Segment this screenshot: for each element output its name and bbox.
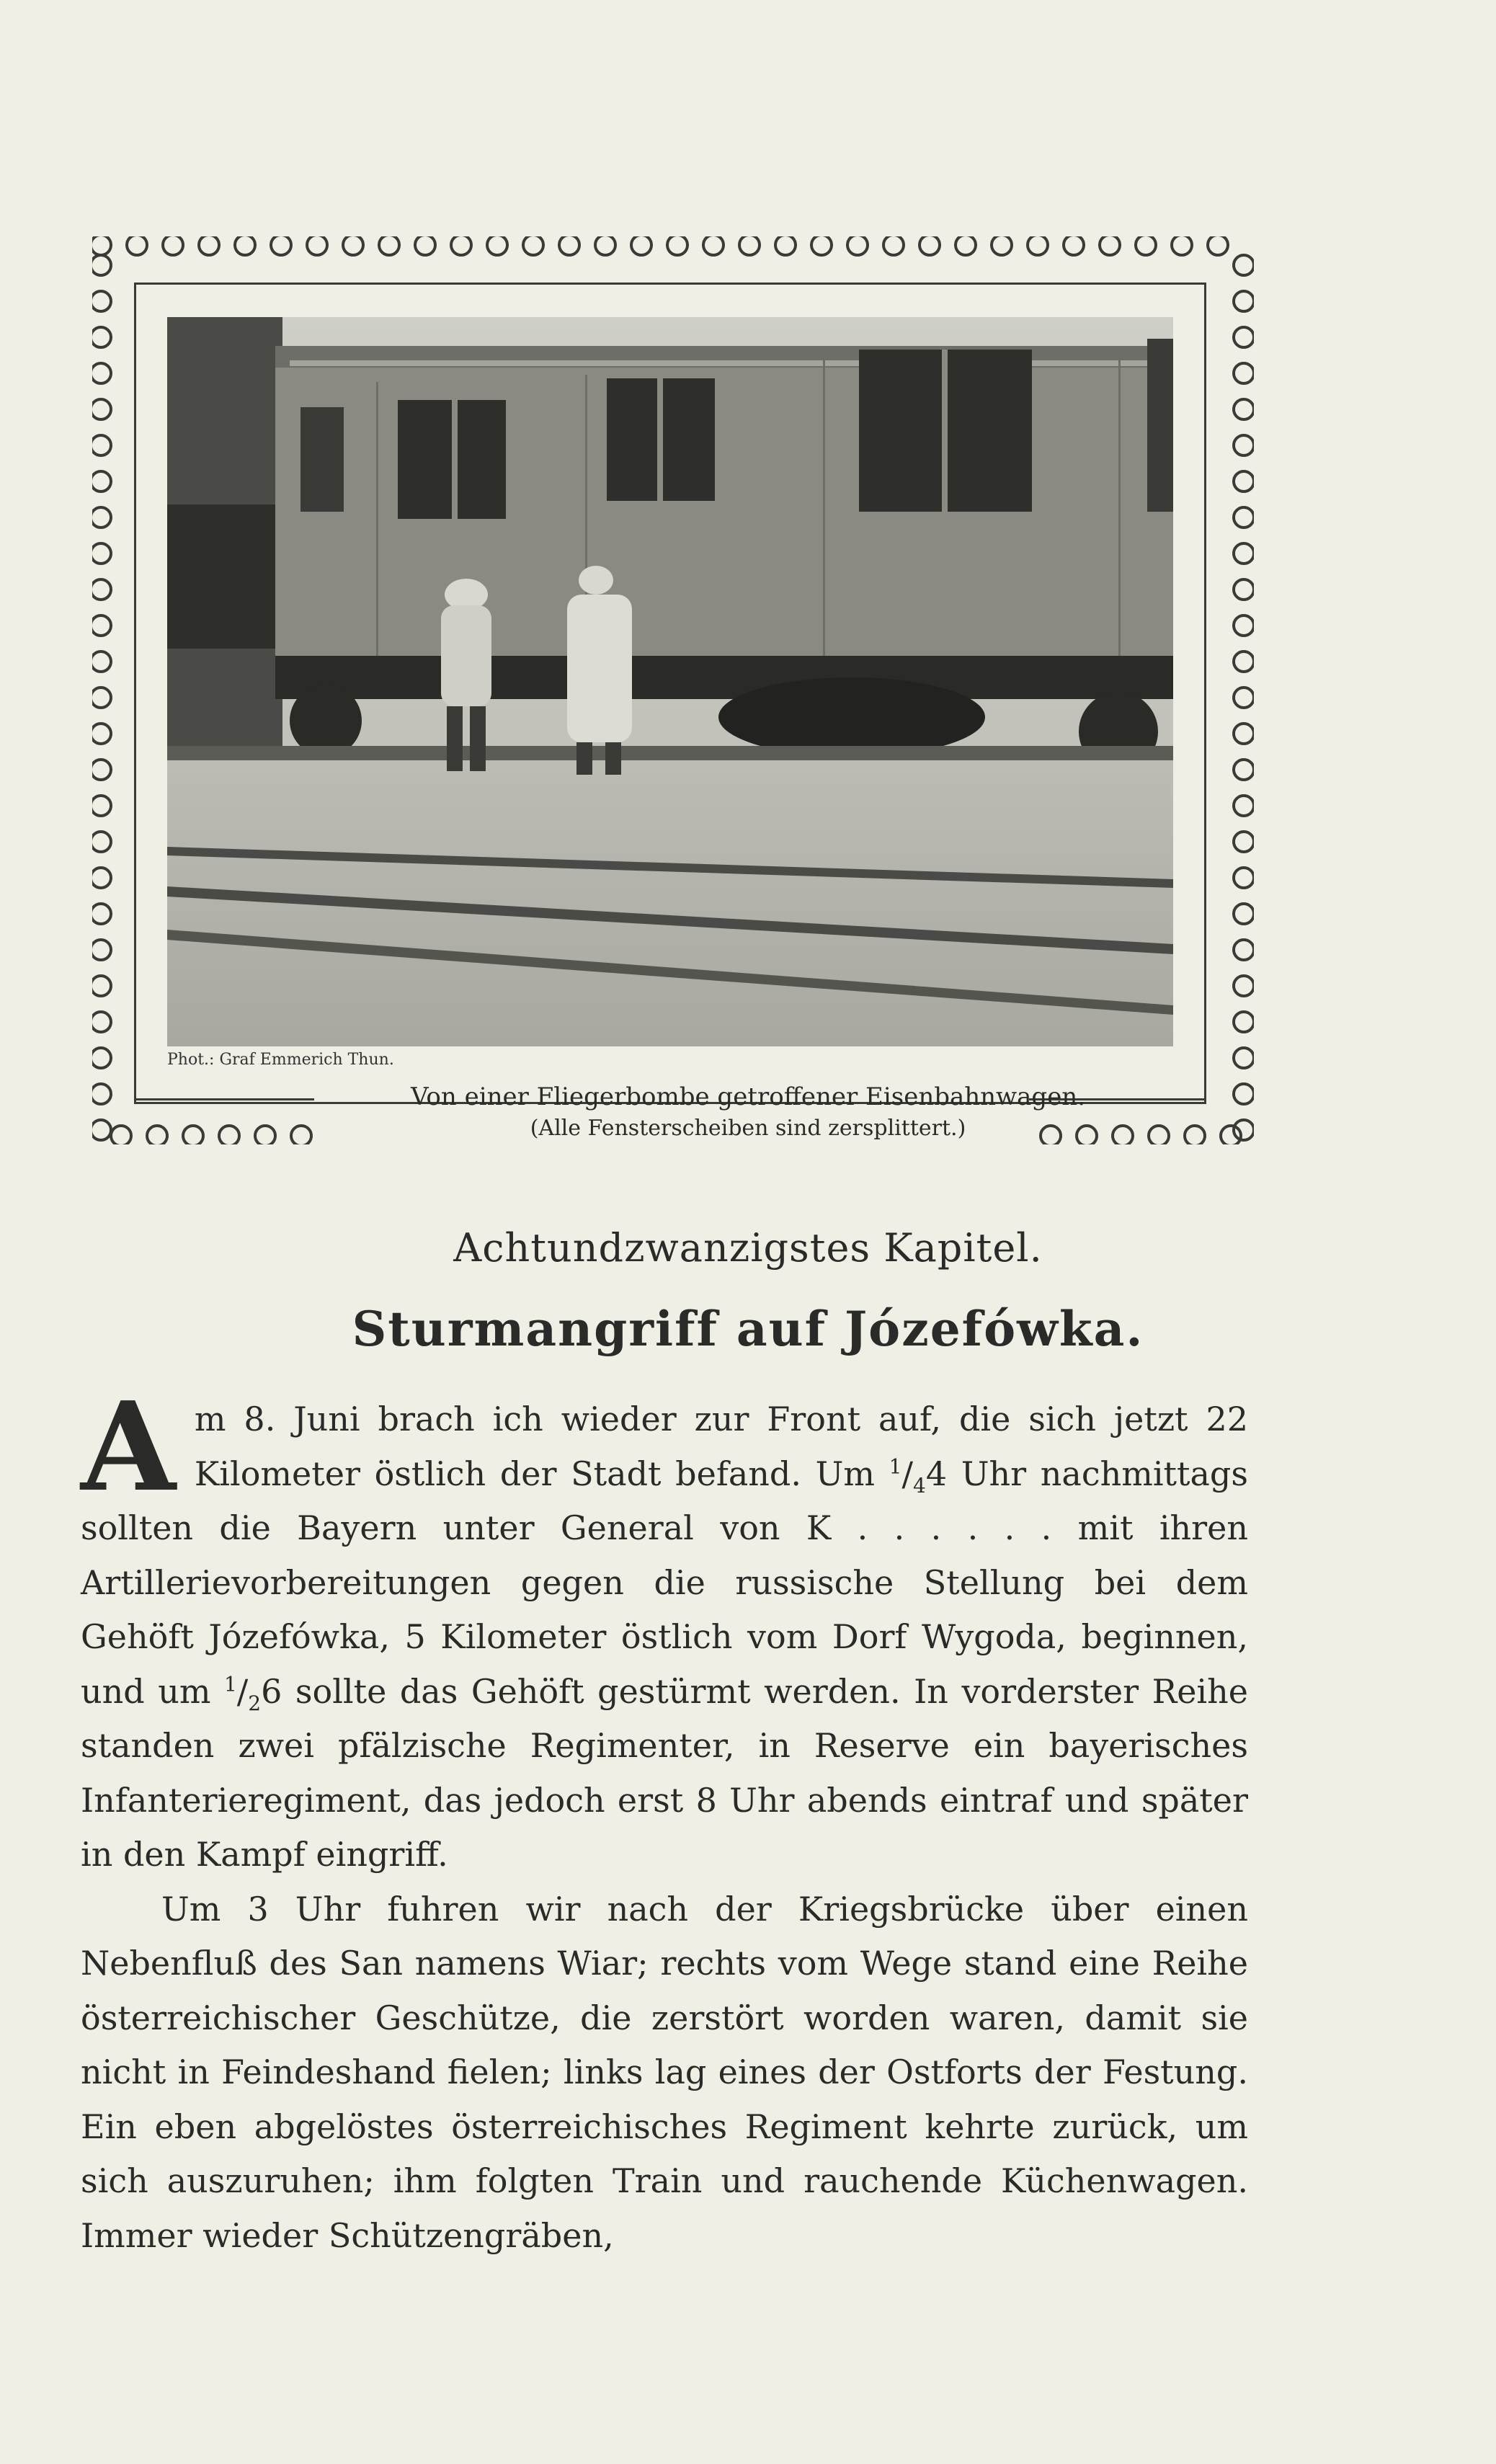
- border-ornament: [92, 688, 111, 708]
- border-ornament: [1234, 904, 1254, 924]
- border-ornament: [92, 236, 111, 255]
- border-ornament: [847, 236, 868, 255]
- border-ornament: [92, 1012, 111, 1032]
- border-ornament: [92, 832, 111, 852]
- border-ornament: [1234, 796, 1254, 816]
- border-ornament: [667, 236, 687, 255]
- border-ornament: [1234, 832, 1254, 852]
- border-ornament: [235, 236, 255, 255]
- border-ornament: [1234, 724, 1254, 744]
- caption-line-2: (Alle Fensterscheiben sind zersplittert.): [530, 1116, 966, 1141]
- paragraph-1-part-a: m 8. Juni brach ich wieder zur Front auf, die sich jetzt 22 Kilometer östlich der Stadt befand. Um: [194, 1400, 1248, 1493]
- border-ornament: [271, 236, 291, 255]
- border-ornament: [343, 236, 363, 255]
- border-ornament: [92, 543, 111, 564]
- border-ornament: [127, 236, 147, 255]
- border-ornament: [775, 236, 796, 255]
- border-ornament: [92, 1048, 111, 1068]
- border-ornament: [92, 940, 111, 960]
- border-ornament: [92, 363, 111, 383]
- chapter-title: Sturmangriff auf Józefówka.: [352, 1301, 1144, 1357]
- border-ornament: [631, 236, 651, 255]
- border-ornament: [307, 236, 327, 255]
- border-ornament: [92, 760, 111, 780]
- border-ornament: [1234, 651, 1254, 672]
- border-ornament: [1234, 255, 1254, 275]
- drop-cap: A: [81, 1375, 176, 1519]
- border-ornament: [163, 236, 183, 255]
- border-ornament: [92, 976, 111, 996]
- border-ornament: [92, 615, 111, 636]
- border-ornament: [92, 291, 111, 311]
- border-ornament: [559, 236, 579, 255]
- border-ornament: [1208, 236, 1228, 255]
- paragraph-1: Am 8. Juni brach ich wieder zur Front auf, die sich jetzt 22 Kilometer östlich der Stadt befand. Um $^1/_44$ Uhr nachmittags sollten die Bayern unter General von K . . . . . . mit ihren Artillerievorbereitungen gegen die russische Stellung bei dem Gehöft Józefówka, 5 Kilometer östlich vom Dorf Wygoda, beginnen, und um $^1/_26$ sollte das Gehöft gestürmt werden. In vorderster Reihe standen zwei pfälzische Regimenter, in Reserve ein bayerisches Infanterieregiment, das jedoch erst 8 Uhr abends eintraf und später in den Kampf eingriff.: [81, 1375, 1248, 1874]
- border-ornament: [1234, 327, 1254, 347]
- border-ornament: [415, 236, 435, 255]
- paragraph-2: Um 3 Uhr fuhren wir nach der Kriegsbrücke über einen Nebenfluß des San namens Wiar; rechts vom Wege stand eine Reihe österreichischer Geschütze, die zerstört worden waren, damit sie nicht in Feindeshand fielen; links lag eines der Ostforts der Festung. Ein eben abgelöstes österreichisches Regiment kehrte zurück, um sich auszuruhen; ihm folgten Train und rauchende Küchenwagen. Immer wieder Schützengräben,: [81, 1889, 1248, 2255]
- border-ornament: [92, 868, 111, 888]
- border-ornament: [811, 236, 832, 255]
- border-ornament: [1028, 236, 1048, 255]
- border-ornament: [1234, 399, 1254, 419]
- border-ornament: [92, 255, 111, 275]
- border-ornament: [920, 236, 940, 255]
- fraction-1-numerator: 1: [889, 1454, 902, 1479]
- fraction-1-denominator: 4: [912, 1473, 926, 1498]
- border-ornament: [1234, 579, 1254, 600]
- border-ornament: [92, 904, 111, 924]
- border-ornament: [883, 236, 904, 255]
- border-ornament: [92, 471, 111, 492]
- caption-line-1: Von einer Fliegerbombe getroffener Eisenbahnwagen.: [410, 1082, 1086, 1111]
- railway-carriage-photo: [167, 317, 1173, 1046]
- border-ornament: [92, 507, 111, 528]
- border-ornament: [199, 236, 219, 255]
- photo-credit: Phot.: Graf Emmerich Thun.: [167, 1051, 394, 1069]
- fraction-2-numerator: 1: [223, 1672, 237, 1696]
- border-ornament: [1234, 688, 1254, 708]
- border-ornament: [1064, 236, 1084, 255]
- border-ornament: [92, 579, 111, 600]
- border-ornament: [451, 236, 471, 255]
- border-ornament: [956, 236, 976, 255]
- border-ornament: [1234, 363, 1254, 383]
- border-ornament: [487, 236, 507, 255]
- border-ornament: [523, 236, 543, 255]
- border-ornament: [379, 236, 399, 255]
- border-ornament: [1172, 236, 1192, 255]
- border-ornament: [1234, 543, 1254, 564]
- body-text: [81, 1375, 1248, 2263]
- border-ornament: [1234, 291, 1254, 311]
- border-ornament: [1234, 1012, 1254, 1032]
- chapter-label: Achtundzwanzigstes Kapitel.: [453, 1225, 1043, 1271]
- border-ornament: [1234, 868, 1254, 888]
- paragraph-1-part-c: 6 sollte das Gehöft gestürmt werden. In vorderster Reihe standen zwei pfälzische Regimenter, in Reserve ein bayerisches Infanterieregiment, das jedoch erst 8 Uhr abends eintraf und später in den Kampf eingriff.: [81, 1671, 1248, 1874]
- border-ornament: [992, 236, 1012, 255]
- border-ornament: [92, 399, 111, 419]
- paragraph-1-part-b: 4 Uhr nachmittags sollten die Bayern unter General von K . . . . . . mit ihren Artillerievorbereitungen gegen die russische Stellung bei dem Gehöft Józefówka, 5 Kilometer östlich vom Dorf Wygoda, beginnen, und um: [81, 1454, 1248, 1711]
- border-ornament: [1234, 1048, 1254, 1068]
- border-ornament: [1234, 615, 1254, 636]
- border-ornament: [1234, 976, 1254, 996]
- border-ornament: [595, 236, 615, 255]
- border-ornament: [92, 796, 111, 816]
- border-ornament: [1136, 236, 1156, 255]
- border-ornament: [703, 236, 723, 255]
- border-ornament: [1234, 435, 1254, 455]
- fraction-2-denominator: 2: [248, 1691, 262, 1715]
- border-ornament: [1234, 940, 1254, 960]
- border-ornament: [1234, 760, 1254, 780]
- border-ornament: [92, 327, 111, 347]
- border-ornament: [92, 724, 111, 744]
- border-ornament: [1234, 471, 1254, 492]
- border-ornament: [92, 435, 111, 455]
- border-ornament: [1234, 507, 1254, 528]
- border-ornament: [739, 236, 760, 255]
- border-ornament: [1100, 236, 1120, 255]
- figure-caption: [0, 1081, 1496, 1144]
- border-ornament: [92, 651, 111, 672]
